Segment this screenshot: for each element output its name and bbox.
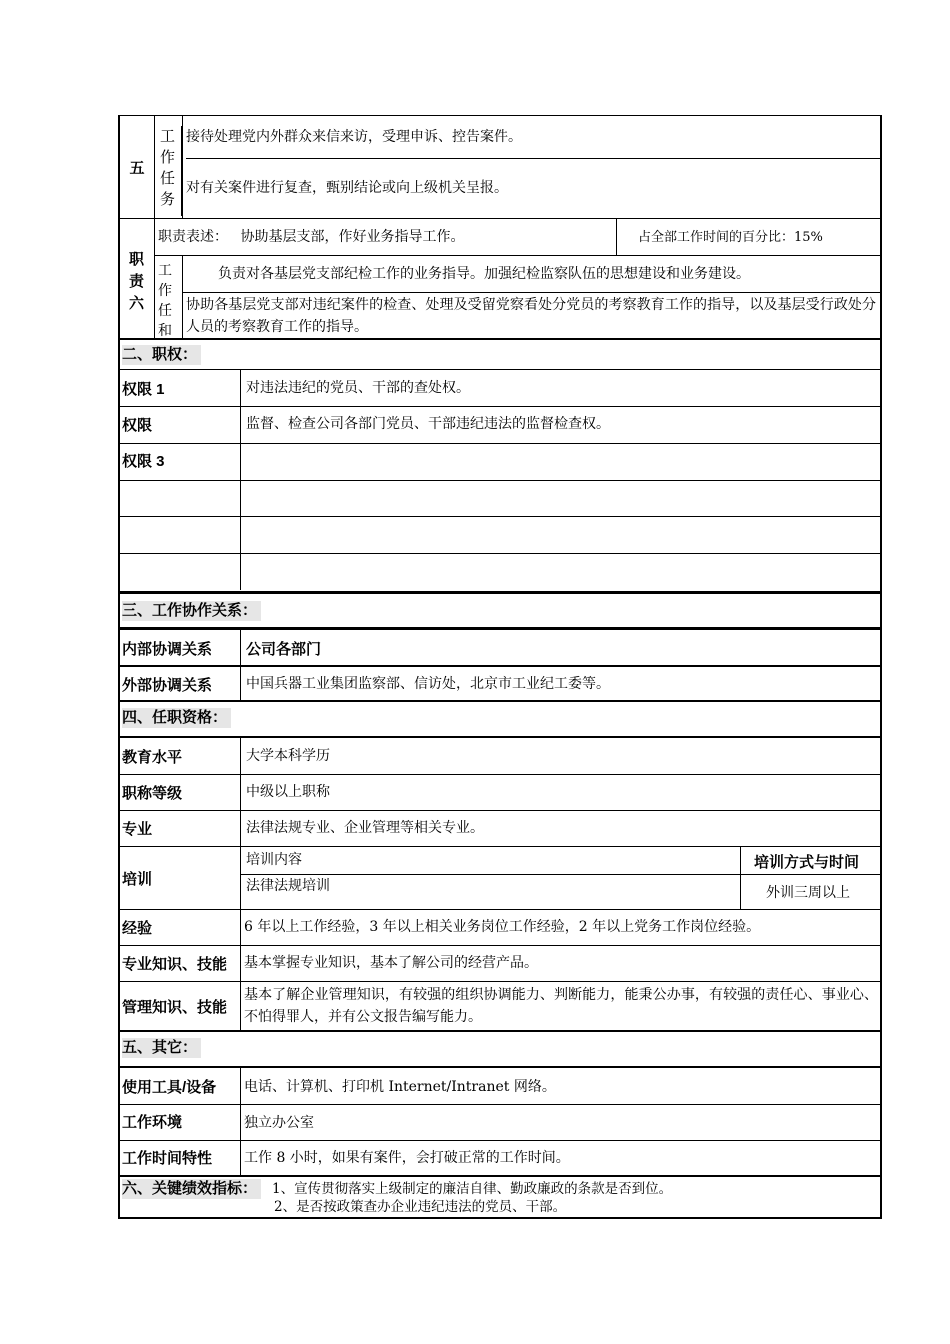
external-label: 外部协调关系	[122, 677, 213, 694]
authority-value: 对违法违纪的党员、干部的查处权。	[246, 380, 470, 396]
major-row	[120, 811, 880, 847]
title-row	[120, 775, 880, 811]
training-content-header: 培训内容	[246, 852, 302, 868]
authority-value: 监督、检查公司各部门党员、干部违纪违法的监督检查权。	[246, 416, 610, 432]
duty-5-sublabel: 工作任务	[154, 126, 182, 216]
mgmt-skill-row	[120, 982, 880, 1031]
authority-label: 权限 1	[122, 381, 165, 398]
sublabel-divider	[182, 116, 183, 218]
environment-label: 工作环境	[122, 1114, 183, 1131]
duty-5-task-1: 接待处理党内外群众来信来访，受理申诉、控告案件。	[186, 116, 880, 159]
training-row	[120, 847, 880, 910]
authority-row-2	[120, 407, 880, 444]
duty-6-task-2: 协助各基层党支部对违纪案件的检查、处理及受留党察看处分党员的考察教育工作的指导，以及基层受行政处分人员的考察教育工作的指导。	[186, 297, 876, 335]
training-content: 法律法规培训	[246, 878, 330, 894]
training-method-header: 培训方式与时间	[754, 854, 860, 871]
external-row	[120, 666, 880, 702]
authority-row-1	[120, 370, 880, 407]
sublabel-divider	[182, 255, 183, 339]
internal-label: 内部协调关系	[122, 641, 213, 658]
authority-row-6	[120, 554, 880, 590]
authority-table	[118, 370, 882, 592]
title-label: 职称等级	[122, 785, 183, 802]
label-divider	[154, 219, 155, 339]
work-time-label: 工作时间特性	[122, 1150, 213, 1167]
environment-row	[120, 1105, 880, 1141]
duty-6-sublabel: 工作任和	[158, 263, 172, 339]
authority-label: 权限 3	[122, 453, 165, 470]
training-method: 外训三周以上	[766, 885, 850, 901]
authority-row-5	[120, 517, 880, 554]
experience-value: 6 年以上工作经验，3 年以上相关业务岗位工作经验，2 年以上党务工作岗位经验。	[244, 919, 761, 935]
work-time-value: 工作 8 小时，如果有案件，会打破正常的工作时间。	[244, 1150, 570, 1166]
kpi-item-2: 2、是否按政策查办企业违纪违法的党员、干部。	[274, 1199, 567, 1215]
others-heading-row	[118, 1032, 882, 1067]
pro-skill-value: 基本掌握专业知识，基本了解公司的经营产品。	[244, 955, 538, 971]
qualifications-heading: 四、任职资格：	[122, 708, 231, 728]
others-heading: 五、其它：	[122, 1038, 201, 1058]
duty-block-6	[118, 218, 882, 340]
qualifications-heading-row	[118, 702, 882, 737]
duty-6-percent: 占全部工作时间的百分比：15%	[638, 230, 823, 245]
duty-5-task-2: 对有关案件进行复查，甄别结论或向上级机关呈报。	[186, 180, 508, 196]
internal-row	[120, 630, 880, 667]
row-divider	[182, 292, 882, 293]
mgmt-skill-label: 管理知识、技能	[122, 999, 228, 1016]
duty-5-label: 五	[120, 116, 155, 218]
education-row	[120, 738, 880, 775]
duty-text: 协助基层支部，作好业务指导工作。	[240, 229, 465, 245]
others-table	[118, 1067, 882, 1177]
internal-value: 公司各部门	[246, 641, 322, 658]
major-label: 专业	[122, 821, 153, 838]
authority-heading: 二、职权：	[122, 345, 201, 365]
education-value: 大学本科学历	[246, 748, 330, 764]
duty-block-5	[118, 115, 882, 219]
pro-skill-row	[120, 946, 880, 982]
tools-label: 使用工具/设备	[122, 1079, 217, 1096]
authority-row-4	[120, 480, 880, 517]
tools-value: 电话、计算机、打印机 Internet/Intranet 网络。	[244, 1079, 556, 1095]
duty-6-task-1: 负责对各基层党支部纪检工作的业务指导。加强纪检监察队伍的思想建设和业务建设。	[218, 266, 750, 282]
duty-prefix: 职责表述：	[158, 229, 228, 245]
external-value: 中国兵器工业集团监察部、信访处，北京市工业纪工委等。	[246, 676, 610, 692]
relations-heading-row	[118, 592, 882, 628]
training-inner-hline	[240, 874, 880, 875]
title-value: 中级以上职称	[246, 784, 330, 800]
experience-label: 经验	[122, 920, 153, 937]
authority-row-3	[120, 444, 880, 481]
pro-skill-label: 专业知识、技能	[122, 956, 228, 973]
environment-value: 独立办公室	[244, 1115, 314, 1131]
kpi-section	[118, 1177, 882, 1219]
training-label: 培训	[122, 871, 153, 888]
major-value: 法律法规专业、企业管理等相关专业。	[246, 820, 484, 836]
duty-6-label: 职责六	[129, 251, 145, 312]
kpi-heading: 六、关键绩效指标：	[122, 1179, 261, 1199]
tools-row	[120, 1068, 880, 1105]
relations-table	[118, 628, 882, 702]
percent-divider	[616, 219, 617, 255]
kpi-item-1: 1、宣传贯彻落实上级制定的廉洁自律、勤政廉政的条款是否到位。	[272, 1181, 673, 1197]
qualifications-table	[118, 737, 882, 1032]
education-label: 教育水平	[122, 749, 183, 766]
mgmt-skill-value: 基本了解企业管理知识，有较强的组织协调能力、判断能力，能秉公办事，有较强的责任心、事业心、不怕得罪人，并有公文报告编写能力。	[244, 987, 878, 1025]
authority-label: 权限	[122, 417, 153, 434]
authority-heading-row	[118, 340, 882, 370]
relations-heading: 三、工作协作关系：	[122, 601, 261, 621]
training-inner-vline	[740, 847, 741, 909]
experience-row	[120, 910, 880, 946]
row-divider	[154, 255, 882, 256]
work-time-row	[120, 1141, 880, 1176]
duty-6-description	[158, 219, 618, 255]
